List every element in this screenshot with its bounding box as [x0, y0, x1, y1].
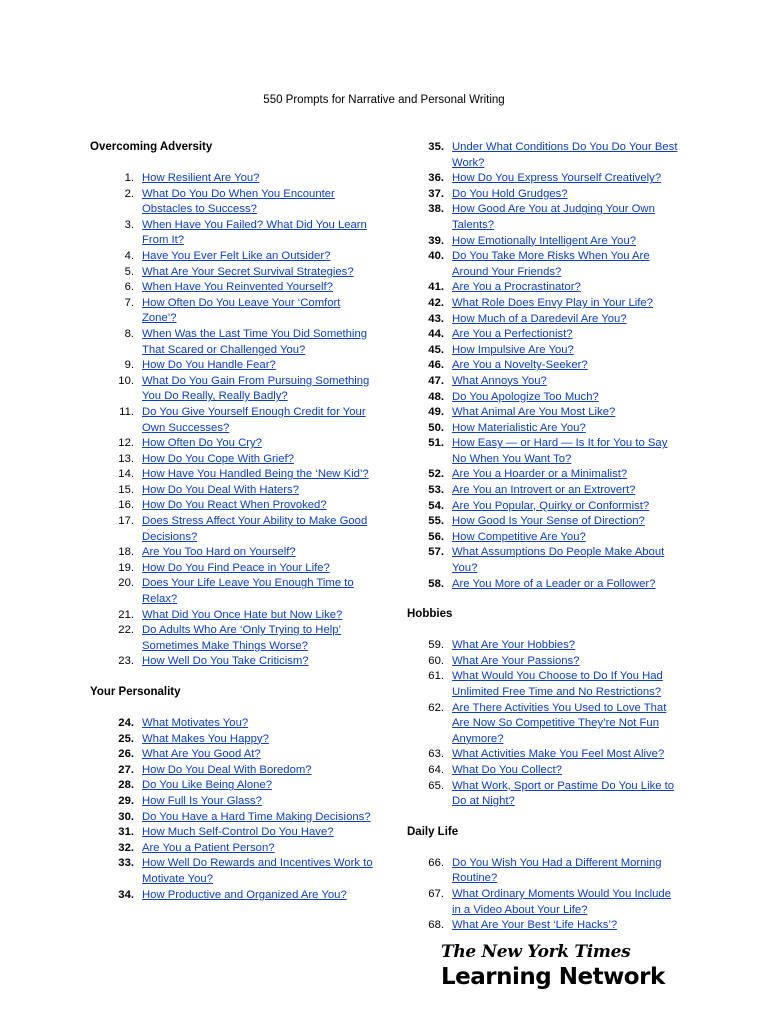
- list-item: [407, 249, 697, 280]
- item-number: 15.: [118, 483, 134, 496]
- prompt-link[interactable]: Do You Like Being Alone?: [142, 779, 273, 792]
- list-item: [90, 327, 380, 358]
- item-number: 54.: [428, 499, 444, 512]
- item-number: 29.: [118, 794, 134, 807]
- list-item: [407, 374, 697, 390]
- item-number: 24.: [118, 717, 134, 729]
- item-number: 28.: [118, 779, 134, 792]
- prompt-link[interactable]: How Full Is Your Glass?: [142, 794, 262, 807]
- item-number: 65.: [428, 779, 444, 792]
- item-number: 31.: [118, 826, 134, 839]
- item-number: 25.: [118, 732, 134, 745]
- item-number: 47.: [428, 374, 444, 387]
- list-item: [90, 452, 380, 468]
- section-heading: Hobbies: [407, 608, 453, 621]
- prompt-link[interactable]: How Well Do Rewards and Incentives Work to Motivate You?: [142, 857, 373, 885]
- prompt-link[interactable]: How Do You Cope With Grief?: [142, 452, 294, 465]
- list-item: [407, 918, 697, 934]
- left-column: [90, 140, 380, 903]
- item-number: 43.: [428, 312, 444, 325]
- prompt-link[interactable]: Do You Give Yourself Enough Credit for Your Own Successes?: [142, 405, 366, 434]
- list-item: [90, 561, 380, 577]
- prompt-link[interactable]: What Are Your Passions?: [452, 654, 580, 667]
- prompt-link[interactable]: What Ordinary Moments Would You Include in a Video About Your Life?: [452, 887, 671, 916]
- prompt-link[interactable]: Are You a Hoarder or a Minimalist?: [452, 468, 628, 481]
- item-number: 66.: [428, 856, 444, 869]
- list-item: [90, 296, 380, 327]
- prompt-link[interactable]: How Well Do You Take Criticism?: [142, 655, 309, 668]
- item-number: 52.: [428, 468, 444, 481]
- prompt-link[interactable]: What Do You Do When You Encounter Obstacles to Success?: [142, 187, 335, 216]
- item-number: 48.: [428, 390, 444, 403]
- list-item: [90, 716, 380, 732]
- prompt-link[interactable]: Are You a Perfectionist?: [452, 328, 573, 341]
- list-item: [90, 483, 380, 499]
- prompt-link[interactable]: Under What Conditions Do You Do Your Best Work?: [452, 141, 678, 169]
- list-item: [407, 327, 697, 343]
- list-item: [90, 856, 380, 887]
- list-item: [90, 794, 380, 810]
- list-item: [407, 669, 697, 700]
- prompt-link[interactable]: What Are Your Secret Survival Strategies?: [142, 265, 354, 278]
- item-number: 67.: [428, 887, 444, 900]
- prompt-link[interactable]: What Are Your Hobbies?: [452, 639, 576, 652]
- item-number: 20.: [118, 577, 134, 590]
- prompt-link[interactable]: How Much of a Daredevil Are You?: [452, 312, 627, 325]
- prompt-link[interactable]: How Materialistic Are You?: [452, 421, 586, 434]
- list-item: [90, 436, 380, 452]
- prompt-link[interactable]: Do You Hold Grudges?: [452, 187, 568, 200]
- prompt-link[interactable]: Do Adults Who Are ‘Only Trying to Help’ Sometimes Make Things Worse?: [142, 624, 342, 652]
- prompt-link[interactable]: Have You Ever Felt Like an Outsider?: [142, 249, 331, 262]
- prompt-link[interactable]: Are You a Patient Person?: [142, 841, 275, 854]
- list-item: [407, 390, 697, 406]
- list-item: [90, 763, 380, 779]
- prompt-link[interactable]: Are You More of a Leader or a Follower?: [452, 577, 656, 590]
- list-item: [407, 202, 697, 233]
- item-number: 26.: [118, 748, 134, 761]
- prompt-link[interactable]: Do You Apologize Too Much?: [452, 390, 599, 403]
- item-number: 51.: [428, 437, 444, 450]
- list-item: [90, 545, 380, 561]
- right-column: [407, 140, 697, 934]
- prompt-link[interactable]: Are You Too Hard on Yourself?: [142, 546, 296, 559]
- item-number: 34.: [118, 888, 134, 901]
- item-number: 3.: [124, 218, 134, 231]
- item-number: 64.: [428, 763, 444, 776]
- list-item: [407, 638, 697, 654]
- list-item: [407, 483, 697, 499]
- prompt-link[interactable]: How Often Do You Leave Your ‘Comfort Zone’?: [142, 296, 341, 325]
- prompt-link[interactable]: Do You Take More Risks When You Are Around Your Friends?: [452, 250, 650, 278]
- item-number: 55.: [428, 515, 444, 528]
- logo-learning-network: Learning Network: [441, 964, 665, 990]
- list-item: [407, 140, 697, 171]
- item-number: 35.: [428, 141, 444, 153]
- item-number: 9.: [124, 359, 134, 372]
- list-item: [90, 265, 380, 281]
- list-item: [90, 841, 380, 857]
- list-item: [407, 654, 697, 670]
- page-title: 550 Prompts for Narrative and Personal Writing: [263, 94, 505, 106]
- item-number: 45.: [428, 343, 444, 356]
- item-number: 60.: [428, 654, 444, 667]
- item-number: 68.: [428, 919, 444, 932]
- prompt-link[interactable]: Does Your Life Leave You Enough Time to Relax?: [142, 577, 354, 606]
- logo-nyt-wordmark: The New York Times: [441, 942, 631, 962]
- prompt-link[interactable]: What Do You Gain From Pursuing Something You Do Really, Really Badly?: [142, 374, 370, 403]
- prompt-link[interactable]: What Assumptions Do People Make About You?: [452, 546, 665, 575]
- item-number: 16.: [118, 499, 134, 512]
- item-number: 18.: [118, 546, 134, 559]
- prompt-link[interactable]: What Animal Are You Most Like?: [452, 406, 616, 419]
- list-item: [407, 747, 697, 763]
- nyt-learning-network-logo: [441, 942, 689, 990]
- prompt-link[interactable]: What Makes You Happy?: [142, 732, 269, 745]
- list-item: [407, 545, 697, 576]
- list-item: [407, 343, 697, 359]
- list-item: [90, 514, 380, 545]
- item-number: 30.: [118, 810, 134, 823]
- list-item: [90, 358, 380, 374]
- list-item: [90, 576, 380, 607]
- item-number: 56.: [428, 530, 444, 543]
- prompt-link[interactable]: How Emotionally Intelligent Are You?: [452, 234, 637, 247]
- item-number: 27.: [118, 763, 134, 776]
- list-item: [407, 405, 697, 421]
- prompt-link[interactable]: How Impulsive Are You?: [452, 343, 574, 356]
- prompt-link[interactable]: How Good Are You at Judging Your Own Talents?: [452, 203, 655, 231]
- prompt-link[interactable]: How Competitive Are You?: [452, 530, 586, 543]
- prompt-link[interactable]: Are There Activities You Used to Love That Are Now So Competitive They’re Not Fun Anymore?: [452, 701, 667, 745]
- item-number: 19.: [118, 561, 134, 574]
- item-number: 14.: [118, 468, 134, 481]
- item-number: 2.: [124, 187, 134, 200]
- list-item: [407, 856, 697, 887]
- item-number: 7.: [124, 296, 134, 309]
- list-item: [407, 701, 697, 748]
- list-item: [407, 421, 697, 437]
- item-number: 57.: [428, 546, 444, 559]
- list-item: [90, 747, 380, 763]
- prompt-link[interactable]: Are You Popular, Quirky or Conformist?: [452, 499, 650, 512]
- list-item: [90, 218, 380, 249]
- item-number: 5.: [124, 265, 134, 278]
- item-number: 13.: [118, 452, 134, 465]
- list-item: [407, 358, 697, 374]
- list-item: [90, 732, 380, 748]
- list-item: [90, 888, 380, 904]
- prompt-link[interactable]: How Productive and Organized Are You?: [142, 888, 347, 901]
- list-item: [90, 249, 380, 265]
- item-number: 17.: [118, 515, 134, 528]
- list-item: [407, 763, 697, 779]
- section-heading: Overcoming Adversity: [90, 141, 213, 153]
- item-number: 63.: [428, 748, 444, 761]
- item-number: 4.: [124, 249, 134, 262]
- list-item: [90, 825, 380, 841]
- item-number: 46.: [428, 359, 444, 372]
- prompt-link[interactable]: When Have You Reinvented Yourself?: [142, 281, 333, 294]
- item-number: 37.: [428, 187, 444, 200]
- prompt-link[interactable]: What Did You Once Hate but Now Like?: [142, 608, 343, 621]
- item-number: 23.: [118, 655, 134, 668]
- prompt-link[interactable]: When Have You Failed? What Did You Learn From It?: [142, 218, 367, 247]
- list-item: [407, 234, 697, 250]
- item-number: 40.: [428, 250, 444, 263]
- list-item: [90, 467, 380, 483]
- prompt-link[interactable]: How Have You Handled Being the ‘New Kid’?: [142, 468, 369, 481]
- list-item: [407, 887, 697, 918]
- prompt-link[interactable]: Do You Wish You Had a Different Morning Routine?: [452, 856, 662, 885]
- item-number: 6.: [124, 281, 134, 294]
- prompt-link[interactable]: How Good Is Your Sense of Direction?: [452, 515, 645, 528]
- prompt-link[interactable]: How Do You Handle Fear?: [142, 359, 276, 372]
- list-item: [90, 171, 380, 187]
- item-number: 32.: [118, 841, 134, 854]
- prompt-link[interactable]: How Often Do You Cry?: [142, 437, 262, 450]
- prompt-link[interactable]: How Do You Deal With Boredom?: [142, 763, 312, 776]
- item-number: 53.: [428, 484, 444, 497]
- list-item: [90, 498, 380, 514]
- prompt-link[interactable]: What Do You Collect?: [452, 763, 562, 776]
- prompt-link[interactable]: Does Stress Affect Your Ability to Make Good Decisions?: [142, 515, 368, 543]
- list-item: [90, 810, 380, 826]
- list-item: [407, 171, 697, 187]
- list-item: [407, 467, 697, 483]
- item-number: 58.: [428, 577, 444, 590]
- item-number: 21.: [118, 608, 134, 621]
- item-number: 62.: [428, 701, 444, 714]
- prompt-link[interactable]: What Motivates You?: [142, 717, 249, 729]
- list-item: [407, 577, 697, 593]
- prompt-link[interactable]: What Activities Make You Feel Most Alive?: [452, 748, 665, 761]
- item-number: 8.: [124, 327, 134, 340]
- item-number: 44.: [428, 328, 444, 341]
- list-item: [407, 187, 697, 203]
- prompt-link[interactable]: How Resilient Are You?: [142, 172, 260, 184]
- list-item: [90, 187, 380, 218]
- section-heading: Daily Life: [407, 825, 459, 838]
- prompt-link[interactable]: When Was the Last Time You Did Something That Scared or Challenged You?: [142, 327, 368, 356]
- list-item: [407, 296, 697, 312]
- prompt-link[interactable]: Are You an Introvert or an Extrovert?: [452, 484, 636, 497]
- item-number: 22.: [118, 624, 134, 637]
- prompt-link[interactable]: What Are Your Best ‘Life Hacks’?: [452, 919, 618, 932]
- list-item: [407, 436, 697, 467]
- list-item: [407, 499, 697, 515]
- list-item: [90, 654, 380, 670]
- prompt-link[interactable]: How Do You Express Yourself Creatively?: [452, 172, 662, 185]
- item-number: 10.: [118, 374, 134, 387]
- prompt-link[interactable]: How Easy — or Hard — Is It for You to Say No When You Want To?: [452, 437, 668, 465]
- item-number: 61.: [428, 670, 444, 683]
- item-number: 50.: [428, 421, 444, 434]
- list-item: [407, 280, 697, 296]
- list-item: [90, 623, 380, 654]
- prompt-link[interactable]: What Work, Sport or Pastime Do You Like to Do at Night?: [452, 779, 675, 808]
- prompt-link[interactable]: Are You a Procrastinator?: [452, 281, 581, 294]
- section-heading: Your Personality: [90, 686, 181, 698]
- item-number: 12.: [118, 437, 134, 450]
- item-number: 11.: [119, 405, 134, 418]
- prompt-link[interactable]: What Are You Good At?: [142, 748, 261, 761]
- list-item: [90, 405, 380, 436]
- item-number: 41.: [428, 281, 444, 294]
- prompt-link[interactable]: How Do You Find Peace in Your Life?: [142, 561, 330, 574]
- list-item: [407, 514, 697, 530]
- item-number: 42.: [428, 296, 444, 309]
- prompt-link[interactable]: Are You a Novelty-Seeker?: [452, 359, 588, 372]
- list-item: [90, 608, 380, 624]
- list-item: [407, 779, 697, 810]
- item-number: 33.: [118, 857, 134, 870]
- list-item: [407, 530, 697, 546]
- list-item: [90, 778, 380, 794]
- prompt-link[interactable]: What Role Does Envy Play in Your Life?: [452, 296, 653, 309]
- prompt-link[interactable]: How Do You Deal With Haters?: [142, 483, 299, 496]
- item-number: 36.: [428, 172, 444, 185]
- prompt-link[interactable]: Do You Have a Hard Time Making Decisions?: [142, 810, 371, 823]
- item-number: 49.: [428, 406, 444, 419]
- item-number: 59.: [428, 639, 444, 652]
- item-number: 38.: [428, 203, 444, 216]
- list-item: [90, 280, 380, 296]
- list-item: [90, 374, 380, 405]
- item-number: 1.: [124, 172, 134, 184]
- list-item: [407, 312, 697, 328]
- prompt-link[interactable]: How Much Self-Control Do You Have?: [142, 826, 334, 839]
- prompt-link[interactable]: How Do You React When Provoked?: [142, 499, 327, 512]
- prompt-link[interactable]: What Would You Choose to Do If You Had Unlimited Free Time and No Restrictions?: [452, 670, 663, 698]
- item-number: 39.: [428, 234, 444, 247]
- prompt-link[interactable]: What Annoys You?: [452, 374, 547, 387]
